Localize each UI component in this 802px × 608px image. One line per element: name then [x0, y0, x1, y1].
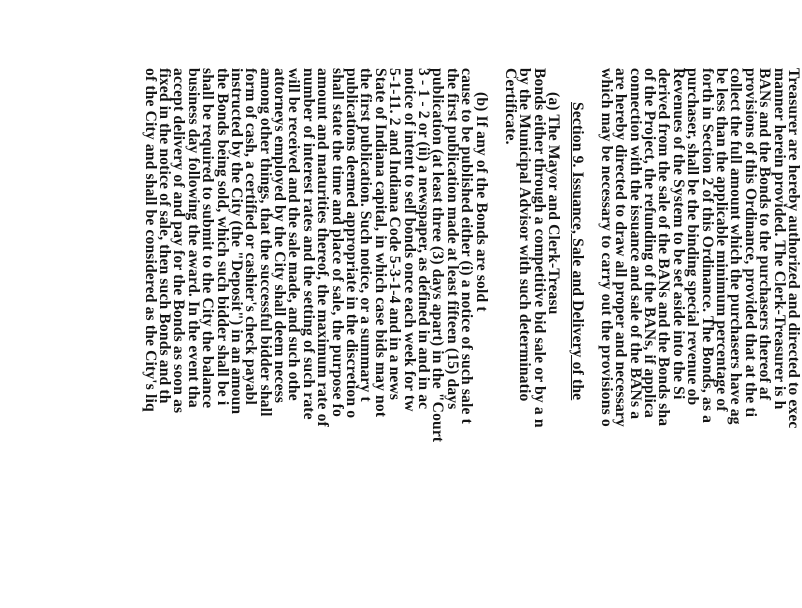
text-line: State of Indiana capital, in which case bids may not: [371, 68, 389, 418]
section-heading: Section 9. Issuance, Sale and Delivery of the: [568, 102, 586, 401]
text-line: of the Project, the refunding of the BANs, if applica: [641, 68, 659, 418]
text-line: Certificate.: [501, 68, 519, 145]
text-line: purchaser, shall be the binding special revenue ob: [684, 68, 702, 406]
text-line: are hereby directed to draw all proper and necessary: [612, 68, 630, 427]
text-line: of the City and shall be considered as the City's liq: [141, 68, 159, 412]
text-line: by the Municipal Advisor with such determinatio: [516, 68, 534, 402]
text-line: 3 - 1 - 2 or (ii) a newspaper, as defined in and in ac: [415, 68, 433, 410]
text-line: the first publication made at least fifteen (15) days: [443, 68, 461, 410]
text-line: amount and maturities thereof, the maximum rate of: [314, 68, 332, 427]
text-line: accept delivery of and pay for the Bonds as soon as: [170, 68, 188, 414]
text-line: among other things, that the successful bidder shall: [256, 68, 274, 417]
text-line: number of interest rates and the setting of such rate: [299, 68, 317, 420]
text-line: shall state the time and place of sale, the purpose fo: [328, 68, 346, 417]
text-line: will be received and the sale made, and such othe: [285, 68, 303, 401]
text-line: Treasurer are hereby authorized and directed to exec: [785, 68, 802, 429]
text-line: cause to be published either (i) a notice of such sale t: [458, 68, 476, 424]
text-line: business day following the award. In the event tha: [184, 68, 202, 408]
text-line: notice of intent to sell bonds once each week for tw: [400, 68, 418, 412]
text-line: attorneys employed by the City shall deem necess: [271, 68, 289, 404]
text-line: Bonds either through a competitive bid sale or by a n: [530, 68, 548, 428]
text-line: the Bonds being sold, which such bidder shall be i: [213, 68, 231, 406]
rotated-scanned-text: [90, 68, 800, 608]
text-line: (a) The Mayor and Clerk-Treasu: [545, 92, 563, 315]
paragraph-a: [503, 68, 561, 608]
text-line: fixed in the notice of sale, then such Bonds and th: [155, 68, 173, 404]
text-line: (b) If any of the Bonds are sold t: [472, 92, 490, 312]
text-line: which may be necessary to carry out the provisions o: [597, 68, 615, 427]
text-line: shall be required to submit to the City the balance: [199, 68, 217, 409]
text-line: connection with the issuance and sale of the BANs a: [626, 68, 644, 420]
text-line: manner herein provided. The Clerk-Treasurer is h: [770, 68, 788, 410]
text-line: Revenues of the System to be set aside into the Si: [669, 68, 687, 400]
text-line: instructed by the City (the "Deposit") in an amoun: [227, 68, 245, 415]
text-line: collect the full amount which the purchasers have ag: [727, 68, 745, 425]
text-line: form of cash, a certified or cashier's check payabl: [242, 68, 260, 405]
text-line: derived from the sale of the BANs and the Bonds sha: [655, 68, 673, 427]
text-line: 5-1-11. 2 and Indiana Code 5-3-1-4 and in a news: [386, 68, 404, 401]
text-line: publication (at least three (3) days apart) in the "Court: [429, 68, 447, 443]
text-line: be less than the applicable minimum percentage of: [713, 68, 731, 412]
intro-paragraph: [599, 68, 800, 608]
text-line: publications deemed appropriate in the discretion o: [343, 68, 361, 419]
text-line: the first publication. Such notice, or a summary t: [357, 68, 375, 402]
text-line: forth in Section 2 of this Ordinance. The Bonds, as a: [698, 68, 716, 424]
paragraph-b: [141, 68, 490, 608]
text-line: provisions of this Ordinance, provided that at the ti: [741, 68, 759, 418]
text-line: BANs and the Bonds to the purchasers thereof af: [756, 68, 774, 401]
